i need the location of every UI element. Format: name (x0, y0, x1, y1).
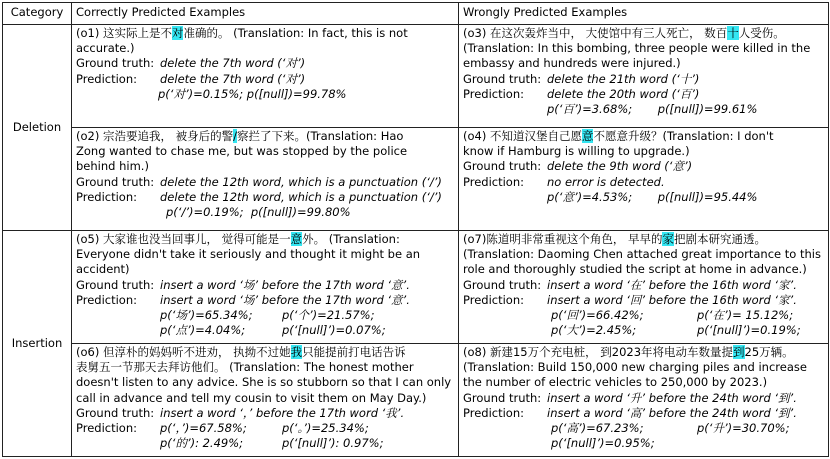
o7-prob-2a: p(‘大’)=2.45%; (551, 323, 637, 338)
o8-text-l3: the number of electric vehicles to 250,000 by 2023.) (463, 375, 768, 390)
o5-text-l3: accident) (76, 262, 130, 277)
o1-text-l2: accurate.) (76, 41, 135, 56)
o6-prob-1b: p(‘。’)=25.34%; (282, 421, 369, 436)
o5-prob-1b: p(‘个’)=21.57%; (282, 308, 375, 323)
o7-highlight: 家 (662, 232, 674, 246)
category-deletion: Deletion (3, 25, 72, 231)
o6-pred-label: Prediction: (76, 421, 138, 436)
header-row (3, 3, 829, 25)
o3-text-a: (o3) 在这次轰炸当中， 大使馆中有三人死亡， 数百 (463, 26, 728, 40)
o7-prob-1b: p(‘在’)= 15.12%; (697, 308, 794, 323)
o5-gt-label: Ground truth: (76, 277, 155, 292)
example-o8 (459, 344, 829, 457)
o8-pred-label: Prediction: (463, 405, 525, 420)
o5-text-a: (o5) 大家谁也没当回事儿， 觉得可能是一 (76, 232, 291, 246)
o2-highlight: / (233, 129, 238, 143)
example-o5 (72, 231, 459, 344)
example-o1 (72, 25, 459, 128)
o5-pred-label: Prediction: (76, 292, 138, 307)
o7-prob-2b: p(‘[null]’)=0.19%; (697, 323, 801, 338)
o7-pred: insert a word ‘回’ before the 16th word ‘家’. (547, 292, 797, 307)
header-correct: Correctly Predicted Examples (72, 3, 459, 25)
o4-gt: delete the 9th word (‘意’) (547, 159, 693, 174)
o4-text-b: 不愿意升级？(Translation: I don't (593, 129, 774, 143)
example-o2 (72, 128, 459, 231)
o5-prob-1a: p(‘场’)=65.34%; (160, 308, 253, 323)
o4-text-l2: know if Hamburg is willing to upgrade.) (463, 144, 690, 159)
o3-text-l3: embassy and hundreds were injured.) (463, 56, 681, 71)
o3-pred: delete the 20th word (‘百’) (547, 86, 700, 101)
o7-gt: insert a word ‘在’ before the 16th word ‘家’. (547, 277, 797, 292)
example-o3 (459, 25, 829, 128)
o3-gt-label: Ground truth: (463, 71, 542, 86)
o5-text-b: 外。 (Translation: (302, 232, 400, 246)
o6-gt: insert a word ‘，’ before the 17th word ‘我’. (160, 405, 405, 420)
o7-gt-label: Ground truth: (463, 277, 542, 292)
o5-pred: insert a word ‘场’ before the 17th word ‘意’. (160, 292, 410, 307)
o1-text-a: (o1) 这实际上是不 (76, 26, 172, 40)
o6-gt-label: Ground truth: (76, 405, 155, 420)
header-wrong: Wrongly Predicted Examples (459, 3, 829, 25)
o3-pred-label: Prediction: (463, 86, 525, 101)
o6-text-b: 只能提前打电话告诉 (302, 345, 406, 359)
o2-gt-label: Ground truth: (76, 174, 155, 189)
o1-highlight: 对 (171, 26, 184, 40)
o7-text-l2: (Translation: Daoming Chen attached great importance to this (463, 247, 821, 262)
o6-prob-2a: p(‘的’): 2.49%; (160, 436, 244, 451)
o8-highlight: 到 (733, 345, 745, 359)
o2-text-l3: behind him.) (76, 159, 149, 174)
o7-text-l3: role and thoroughly studied the script at home in advance.) (463, 262, 807, 277)
o6-prob-1a: p(‘，’)=67.58%; (160, 421, 247, 436)
o3-text-l2: (Translation: In this bombing, three people were killed in the (463, 41, 811, 56)
o7-text-b: 把剧本研究通透。 (673, 232, 766, 246)
o7-pred-label: Prediction: (463, 292, 525, 307)
o8-prob-2: p(‘[null]’)=0.95%; (551, 436, 655, 451)
o6-text-l4: call in advance and tell my cousin to visit them on May Day.) (76, 390, 427, 405)
o1-prob: p(‘对’)=0.15%; p([null])=99.78% (158, 86, 347, 101)
o3-highlight: 十 (727, 26, 739, 40)
o6-prob-2b: p(‘[null]’): 0.97%; (282, 436, 384, 451)
o8-prob-1a: p(‘高’)=67.23%; (551, 421, 644, 436)
o2-pred-label: Prediction: (76, 189, 138, 204)
o4-text-a: (o4) 不知道汉堡自己愿 (463, 129, 582, 143)
o8-gt: insert a word ‘升’ before the 24th word ‘到’. (547, 390, 797, 405)
category-insertion: Insertion (3, 231, 72, 457)
o4-pred-label: Prediction: (463, 174, 525, 189)
o6-highlight: 我 (290, 345, 303, 359)
o7-prob-1a: p(‘回’)=66.42%; (551, 308, 644, 323)
o6-text-l3: doesn't listen to any advice. She is so stubborn so that I can only (76, 375, 452, 390)
o7-text-a: (o7)陈道明非常重视这个角色， 早早的 (463, 232, 663, 246)
examples-table (2, 2, 829, 457)
o1-pred: delete the 7th word (‘对’) (160, 71, 306, 86)
o8-pred: insert a word ‘高’ before the 24th word ‘到’. (547, 405, 797, 420)
o2-pred: delete the 12th word, which is a punctuation (‘/’) (160, 189, 442, 204)
o5-gt: insert a word ‘场’ before the 17th word ‘意’. (160, 277, 410, 292)
o4-gt-label: Ground truth: (463, 159, 542, 174)
o5-text-l2: Everyone didn't take it seriously and thought it might be an (76, 247, 421, 262)
o2-prob: p(‘/’)=0.19%; p([null])=99.80% (166, 205, 351, 220)
o3-prob: p(‘百’)=3.68%; p([null])=99.61% (547, 102, 758, 117)
deletion-row-1 (3, 25, 829, 128)
o4-pred: no error is detected. (547, 174, 665, 189)
header-category: Category (3, 3, 72, 25)
example-o4 (459, 128, 829, 231)
o5-prob-2b: p(‘[null]’)=0.07%; (282, 323, 386, 338)
o3-text-b: 人受伤。 (738, 26, 785, 40)
o4-prob: p(‘意’)=4.53%; p([null])=95.44% (547, 189, 758, 204)
o1-gt-label: Ground truth: (76, 56, 155, 71)
o8-gt-label: Ground truth: (463, 390, 542, 405)
o1-gt: delete the 7th word (‘对’) (160, 56, 306, 71)
o3-gt: delete the 21th word (‘十’) (547, 71, 700, 86)
o1-pred-label: Prediction: (76, 71, 138, 86)
deletion-row-2 (3, 128, 829, 231)
o4-highlight: 意 (581, 129, 594, 143)
o6-text-a: (o6) 但淳朴的妈妈听不进劝， 执拗不过她 (76, 345, 291, 359)
o8-text-b: 25万辆。 (744, 345, 794, 359)
o8-prob-1b: p(‘升’)=30.70%; (697, 421, 790, 436)
example-o7 (459, 231, 829, 344)
insertion-row-1 (3, 231, 829, 344)
o5-prob-2a: p(‘点’)=4.04%; (160, 323, 246, 338)
insertion-row-2 (3, 344, 829, 457)
o1-text-b: 准确的。 (Translation: In fact, this is not (183, 26, 408, 40)
example-o6 (72, 344, 459, 457)
o5-highlight: 意 (290, 232, 303, 246)
o2-text-b: 察拦了下来。(Translation: Hao (237, 129, 404, 143)
o2-text-a: (o2) 宗浩要追我， 被身后的警 (76, 129, 234, 143)
o2-gt: delete the 12th word, which is a punctuation (‘/’) (160, 174, 442, 189)
o8-text-a: (o8) 新建15万个充电桩， 到2023年将电动车数量提 (463, 345, 734, 359)
o2-text-l2: Zong wanted to chase me, but was stopped by the police (76, 144, 408, 159)
o6-text-l2: 表舅五一节那天去拜访他们。 (Translation: The honest mother (76, 360, 414, 375)
o8-text-l2: (Translation: Build 150,000 new charging piles and increase (463, 360, 807, 375)
